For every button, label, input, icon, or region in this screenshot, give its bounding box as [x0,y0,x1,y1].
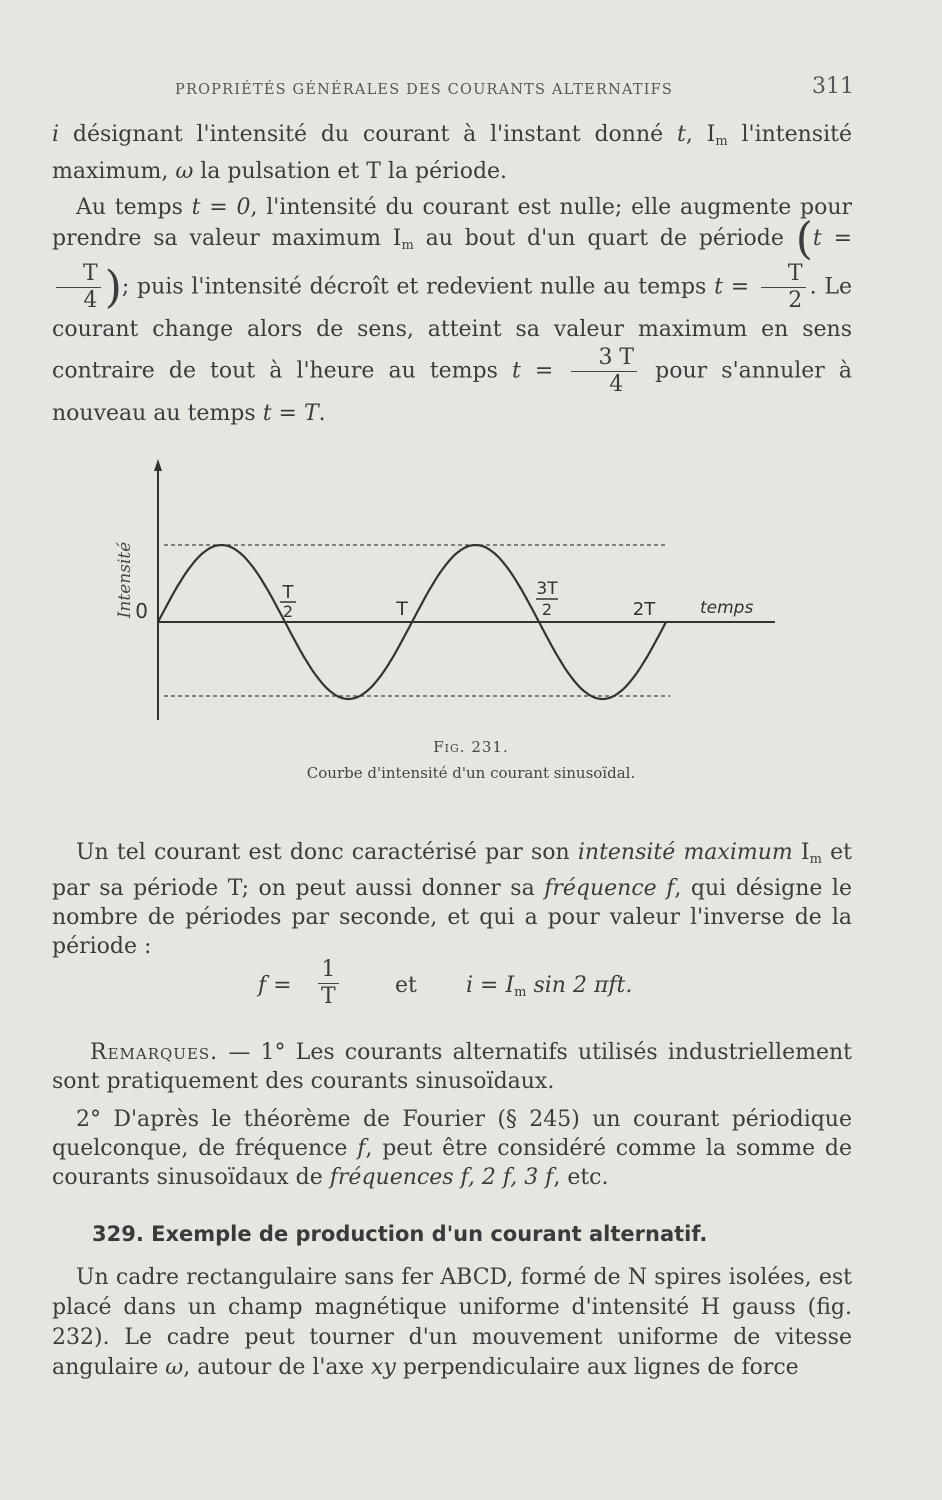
p2-t-eq2: t = [714,274,757,300]
formula-f-eq: f = [258,973,292,998]
p2-text-d: ; puis l'intensité décroît et redevient nulle au temps [121,274,715,300]
p2-text-e: . Le courant change alors de sens, atteint sa valeur maximum en sens contraire de tout à l'heure au temps [52,274,852,384]
p2-sub-m: m [401,238,414,253]
p1-text-c: l'intensité maximum, [52,122,852,184]
p2-t-eq-0: t = 0 [191,195,251,220]
p4-text-c: perpendiculaire aux lignes de force [395,1355,799,1380]
remarks-frequences: fréquences f, 2 f, 3 f [329,1165,554,1190]
remarks-text-2a: 2° D'après le théorème de Fourier (§ 245) un courant périodique quelconque, de fréquence [52,1107,852,1161]
p3-text-c: et par sa période T; on peut aussi donner sa [52,840,852,901]
paragraph-4 [52,1263,852,1383]
tick-label-3half-t-num: 3T [536,579,558,599]
p1-text-b: , I [685,122,716,147]
p3-text-b: I [792,840,810,865]
page-number: 311 [812,74,854,99]
formula-fraction [318,957,339,1010]
running-title: PROPRIÉTÉS GÉNÉRALES DES COURANTS ALTERNATIFS [175,82,674,98]
fraction-numerator: T [56,261,101,288]
p1-sub-m: m [715,134,728,149]
sine-chart [115,455,790,735]
tick-label-3half-t-den: 2 [541,600,553,619]
p4-text-b: , autour de l'axe [183,1355,371,1380]
var-t: t [676,122,686,147]
remarks-text-2c: , etc. [553,1165,609,1190]
fraction-numerator: 3 T [571,345,637,372]
p4-omega: ω [165,1355,184,1380]
fraction-t-over-4 [56,261,101,314]
fraction-numerator: T [761,261,806,288]
figure-caption [0,764,942,782]
p2-text-g: . [318,401,326,426]
p3-frequence: fréquence f [544,876,675,901]
figure-caption-text: Courbe d'intensité d'un courant sinusoïdal. [306,764,636,782]
fraction-t-over-2 [761,261,806,314]
p2-text-c: au bout d'un quart de période [413,226,796,251]
y-axis-arrow [154,459,162,471]
p4-text-a: Un cadre rectangulaire sans fer ABCD, formé de N spires isolées, est placé dans un champ magnétique uniforme d'intensité H gauss (fig. 232). Le cadre peut tourner d'un mouvement uniforme de vitesse angulaire [52,1265,852,1380]
p1-text-d: la pulsation et T la période. [193,159,508,184]
p3-text-a: Un tel courant est donc caractérisé par son [76,840,578,865]
y-axis-label: Intensité [115,541,135,619]
formula-sub-m: m [514,985,527,1000]
tick-label-half-t-num: T [282,582,294,603]
origin-label: 0 [135,599,148,623]
paragraph-1 [52,120,852,187]
p3-text-d: , qui désigne le nombre de périodes par seconde, et qui a pour valeur l'inverse de la période : [52,876,852,959]
p2-text-a: Au temps [76,195,192,220]
formula-i [466,973,632,1000]
p2-t-eq: t = [812,226,852,251]
figure-231 [115,455,790,735]
page-header [0,74,942,104]
p2-t-eq3: t = [512,358,568,384]
formula-rest: sin 2 πft. [526,973,633,998]
remarks [52,1038,852,1192]
formula-numerator: 1 [318,957,339,984]
tick-label-half-t-den: 2 [282,602,294,621]
remarks-label: Remarques. [90,1040,219,1065]
formula-i-eq: i = I [466,973,515,998]
fraction-3t-over-4 [571,345,637,398]
remarks-f: f [357,1136,366,1161]
fraction-denominator: 2 [788,288,803,313]
paragraph-3 [52,838,852,961]
p3-intensite-max: intensité maximum [577,840,793,865]
tick-label-t: T [396,598,408,620]
x-axis-label: temps [700,598,754,618]
p2-t-eq-T: t = T [262,401,319,426]
remarks-text-2b: , peut être considéré comme la somme de courants sinusoïdaux de [52,1136,852,1190]
open-paren: ( [795,213,813,265]
var-i: i [52,122,60,147]
formula-et: et [395,973,417,998]
remarks-text-1: — 1° Les courants alternatifs utilisés industriellement sont pratiquement des courants sinusoïdaux. [52,1040,852,1094]
fraction-denominator: 4 [609,372,624,397]
var-omega: ω [175,159,194,184]
p2-text-f: pour s'annuler à nouveau au temps [52,358,853,426]
p3-sub-m: m [809,852,822,867]
tick-label-2t: 2T [632,599,656,620]
section-heading: 329. Exemple de production d'un courant alternatif. [92,1222,708,1246]
close-paren: ) [104,262,122,313]
p2-text-b: , l'intensité du courant est nulle; elle augmente pour prendre sa valeur maximum I [52,195,853,251]
formula-denominator: T [321,984,336,1009]
paragraph-2 [52,192,852,429]
p4-xy: xy [370,1355,396,1380]
figure-number-text: Fig. 231. [433,738,509,756]
p1-text-a: désignant l'intensité du courant à l'instant donné [59,122,677,147]
fraction-denominator: 4 [83,288,98,313]
figure-number [0,738,942,756]
formula-line [0,955,942,1025]
